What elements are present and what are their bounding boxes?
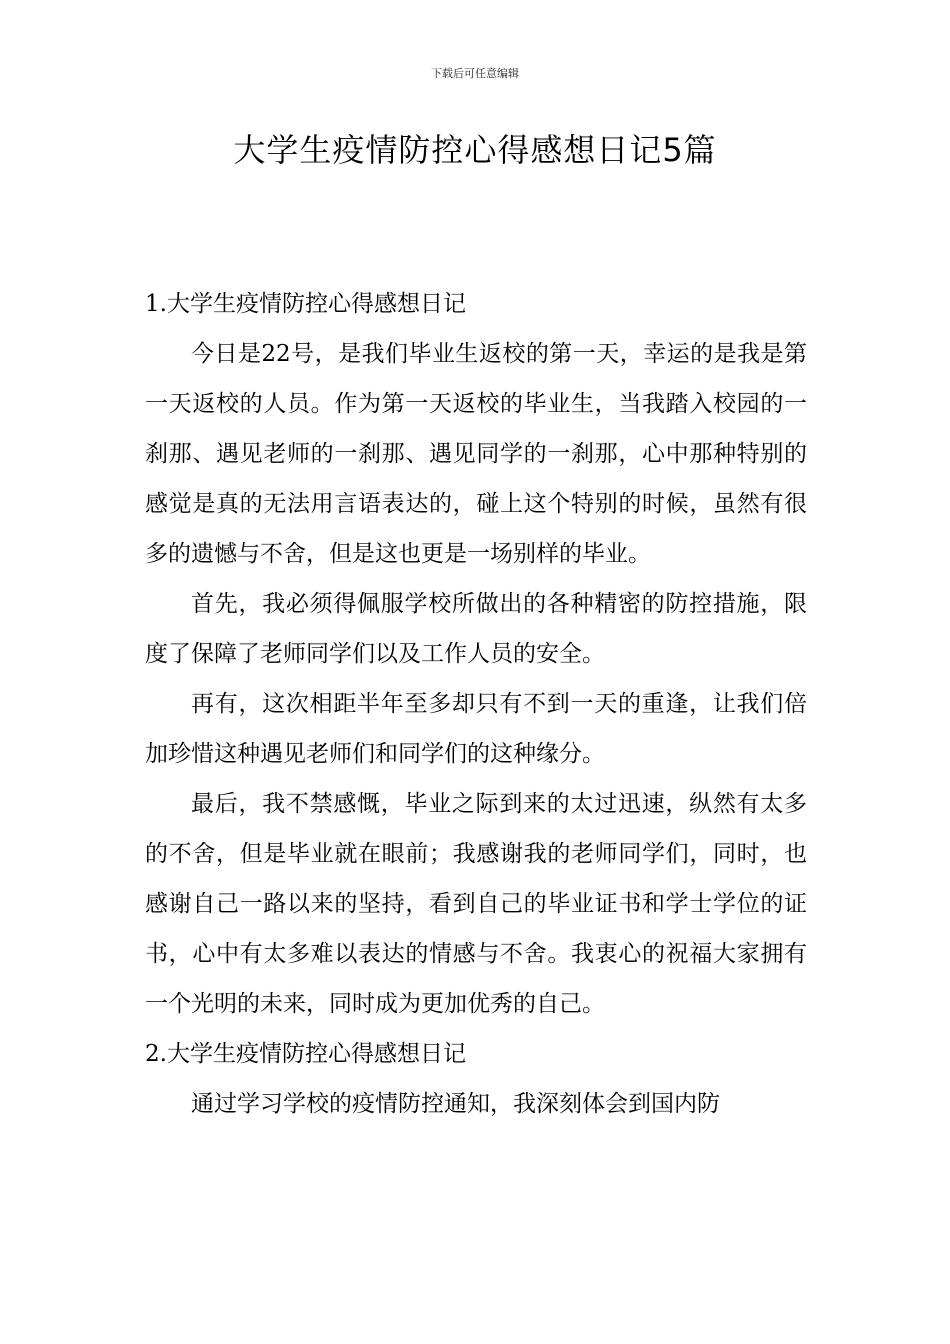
header-note: 下载后可任意编辑 [431, 67, 519, 80]
section-1-paragraph-1: 今日是22号，是我们毕业生返校的第一天，幸运的是我是第一天返校的人员。作为第一天返校的毕业生，当我踏入校园的一刹那、遇见老师的一刹那、遇见同学的一刹那，心中那种特别的感觉是真的无法用言语表达的，碰上这个特别的时候，虽然有很多的遗憾与不舍，但是这也更是一场别样的毕业。 [145, 341, 807, 567]
section-1-paragraph-3: 再有，这次相距半年至多却只有不到一天的重逢，让我们倍加珍惜这种遇见老师们和同学们的这种缘分。 [145, 691, 807, 767]
section-1-paragraph-4: 最后，我不禁感慨，毕业之际到来的太过迅速，纵然有太多的不舍，但是毕业就在眼前；我感谢我的老师同学们，同时，也感谢自己一路以来的坚持，看到自己的毕业证书和学士学位的证书，心中有太多难以表达的情感与不舍。我衷心的祝福大家拥有一个光明的未来，同时成为更加优秀的自己。 [145, 791, 807, 1017]
section-heading-2: 2.大学生疫情防控心得感想日记 [145, 1041, 466, 1067]
document-body [145, 279, 807, 1129]
section-heading-1: 1.大学生疫情防控心得感想日记 [145, 291, 466, 317]
section-2-paragraph-1: 通过学习学校的疫情防控通知，我深刻体会到国内防 [191, 1091, 720, 1117]
document-title: 大学生疫情防控心得感想日记5篇 [233, 131, 717, 169]
section-1-paragraph-2: 首先，我必须得佩服学校所做出的各种精密的防控措施，限度了保障了老师同学们以及工作人员的安全。 [145, 591, 807, 667]
